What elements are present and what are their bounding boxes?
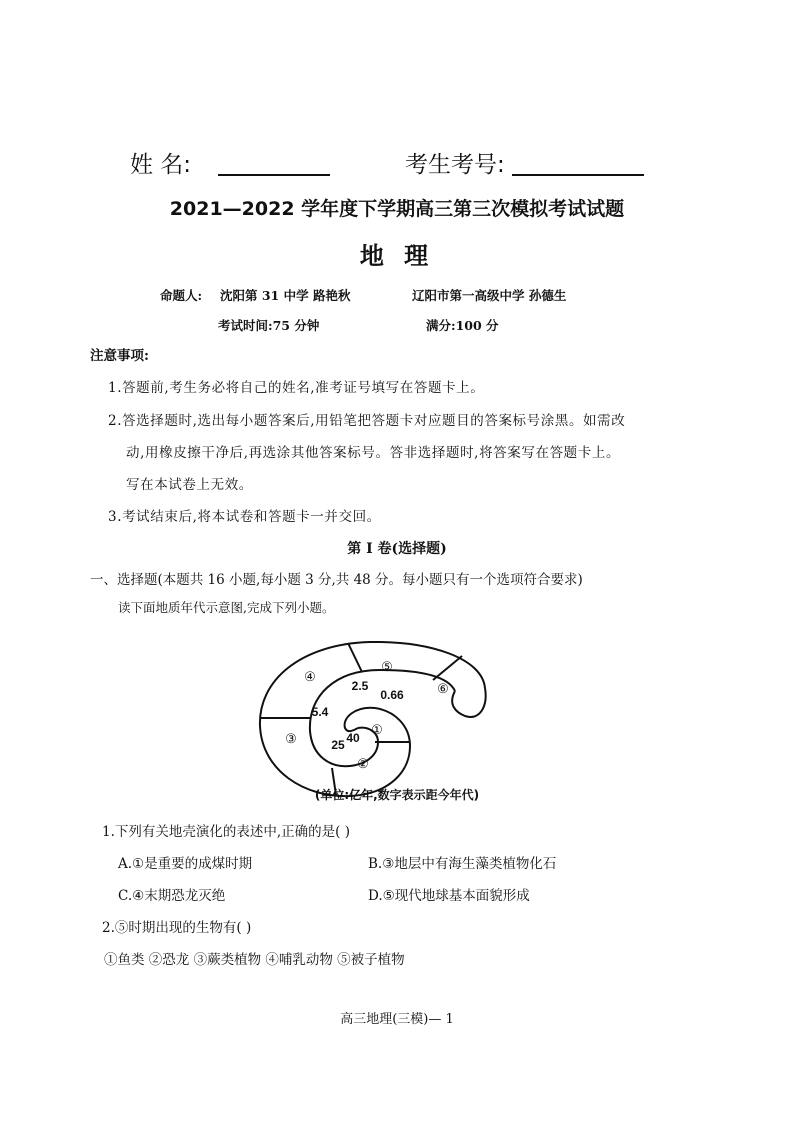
region-label-5: ⑤ [381, 659, 393, 674]
name-label: 姓 名: [130, 152, 192, 178]
question-1-option-a: A.①是重要的成煤时期 [118, 856, 253, 872]
full-score: 满分:100 分 [426, 318, 499, 333]
candidate-number-label: 考生考号: [405, 152, 505, 178]
boundary-value-25: 25 [331, 738, 345, 752]
note-item-2-continued: 动,用橡皮擦干净后,再选涂其他答案标号。答非选择题时,将答案写在答题卡上。 [126, 445, 621, 461]
note-item-2-continued: 写在本试卷上无效。 [126, 477, 253, 493]
notes-heading: 注意事项: [90, 348, 149, 364]
note-item-1: 1.答题前,考生务必将自己的姓名,准考证号填写在答题卡上。 [108, 380, 485, 396]
region-label-1: ① [371, 722, 383, 737]
region-label-4: ④ [304, 669, 316, 684]
boundary-line-25 [348, 643, 362, 672]
authors-row [0, 286, 794, 306]
name-blank-line [218, 174, 330, 176]
note-item-2: 2.答选择题时,选出每小题答案后,用铅笔把答题卡对应题目的答案标号涂黑。如需改 [108, 413, 626, 429]
page-footer: 高三地理(三模)— 1 [340, 1012, 454, 1027]
spiral-tail-cap [452, 688, 485, 717]
question-1-stem: 1.下列有关地壳演化的表述中,正确的是( ) [102, 824, 350, 840]
question-1-option-c: C.④末期恐龙灭绝 [118, 888, 226, 904]
note-item-3: 3.考试结束后,将本试卷和答题卡一并交回。 [108, 509, 381, 525]
geologic-time-spiral-diagram [250, 636, 500, 804]
exam-title: 2021—2022 学年度下学期高三第三次模拟考试试题 [169, 198, 625, 220]
candidate-number-blank-line [512, 174, 644, 176]
region-label-3: ③ [285, 731, 297, 746]
authors-label: 命题人: [160, 288, 203, 303]
boundary-value-40: 40 [346, 731, 360, 745]
region-label-2: ② [357, 756, 369, 771]
boundary-value-25b: 2.5 [351, 679, 369, 693]
question-2-stem: 2.⑤时期出现的生物有( ) [102, 920, 252, 936]
read-instruction: 读下面地质年代示意图,完成下列小题。 [118, 600, 335, 615]
volume-heading: 第 Ⅰ 卷(选择题) [347, 541, 447, 557]
figure-caption: (单位:亿年,数字表示距今年代) [314, 788, 480, 802]
boundary-line-066 [433, 656, 462, 680]
author-2: 辽阳市第一高级中学 孙德生 [412, 288, 567, 303]
question-1-option-d: D.⑤现代地球基本面貌形成 [368, 888, 530, 904]
candidate-info-row [0, 146, 794, 186]
section-heading: 一、选择题(本题共 16 小题,每小题 3 分,共 48 分。每小题只有一个选项符合要求) [90, 572, 583, 588]
subject-title: 地 理 [359, 242, 435, 270]
boundary-value-066: 0.66 [380, 688, 404, 702]
exam-time: 考试时间:75 分钟 [218, 318, 320, 333]
boundary-value-54: 5.4 [311, 705, 329, 719]
question-2-items: ①鱼类 ②恐龙 ③蕨类植物 ④哺乳动物 ⑤被子植物 [104, 952, 405, 968]
exam-meta-row [0, 316, 794, 336]
author-1: 沈阳第 31 中学 路艳秋 [220, 288, 351, 303]
region-label-6: ⑥ [437, 681, 449, 696]
question-1-option-b: B.③地层中有海生藻类植物化石 [368, 856, 557, 872]
